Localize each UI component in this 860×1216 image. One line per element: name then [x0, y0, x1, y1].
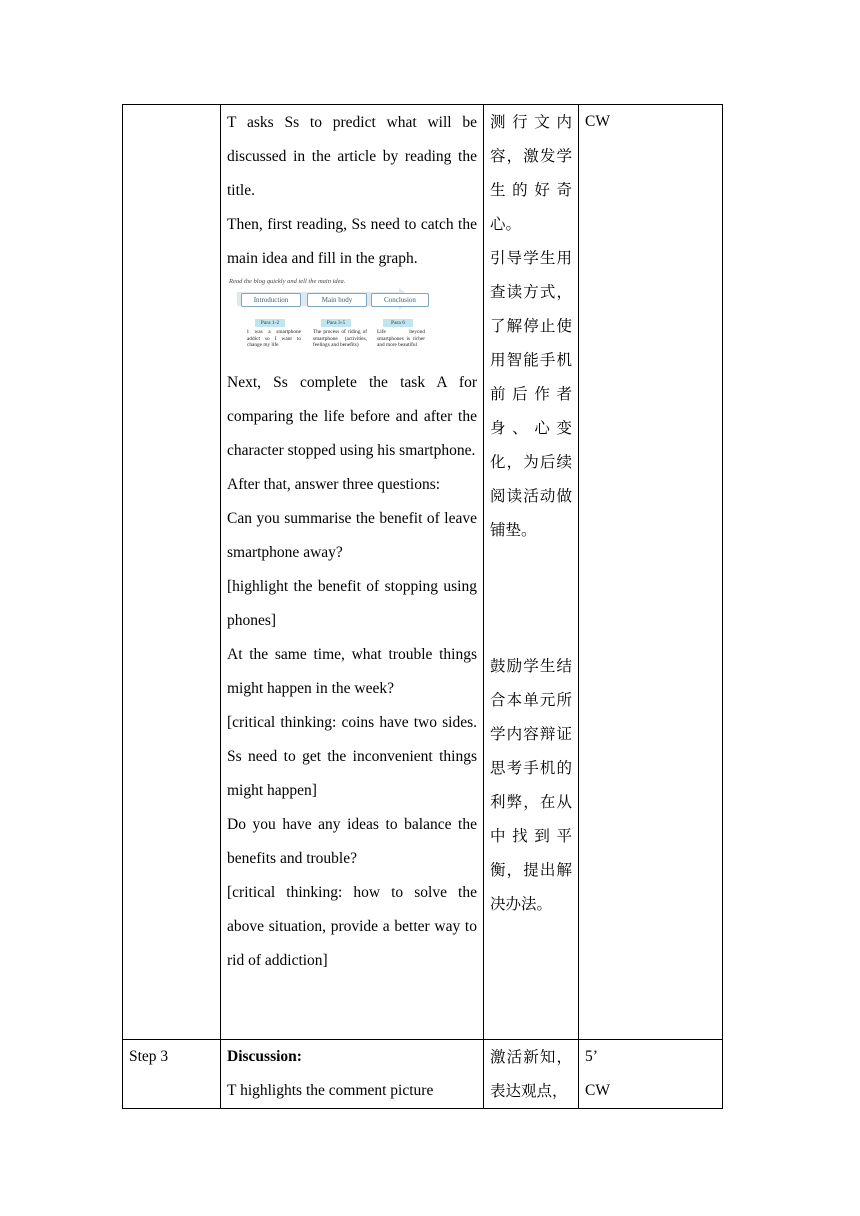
purpose-cell [484, 105, 579, 1040]
graph-desc: Life beyond smartphones is richer and more beautiful [377, 329, 425, 348]
activity-text: Then, first reading, Ss need to catch the main idea and fill in the graph. [227, 216, 477, 267]
activity-text: T highlights the comment picture [227, 1082, 434, 1099]
step-cell: Step 3 [123, 1040, 221, 1109]
activity-text: [critical thinking: how to solve the above situation, provide a better way to rid of addiction] [227, 884, 477, 969]
graph-tag: Para 3-5 [321, 319, 351, 327]
activity-heading: Discussion: [227, 1048, 302, 1065]
graph-tag: Para 6 [383, 319, 413, 327]
activity-text: Next, Ss complete the task A for comparing the life before and after the character stopped using his smartphone. [227, 374, 477, 459]
activity-text: After that, answer three questions: [227, 476, 441, 493]
graph-box-introduction: Introduction [241, 293, 301, 307]
table-row [123, 1040, 723, 1109]
activity-cell [221, 105, 484, 1040]
spacer [490, 547, 572, 649]
purpose-text: 鼓励学生结合本单元所学内容辩证思考手机的利弊，在从中找到平衡，提出解决办法。 [490, 657, 572, 913]
purpose-text: 测行文内容，激发学生的好奇心。 [490, 113, 572, 233]
lesson-plan-table [122, 104, 723, 1109]
graph-box-conclusion: Conclusion [371, 293, 429, 307]
graph-title: Read the blog quickly and tell the main idea. [229, 278, 346, 285]
purpose-cell [484, 1040, 579, 1109]
graph-desc: I was a smartphone addict so I want to change my life [247, 329, 301, 348]
activity-text: T asks Ss to predict what will be discussed in the article by reading the title. [227, 114, 477, 199]
activity-text: Do you have any ideas to balance the benefits and trouble? [227, 816, 477, 867]
mode-text: CW [585, 1082, 610, 1099]
purpose-text: 引导学生用查读方式，了解停止使用智能手机前后作者身、心变化，为后续阅读活动做铺垫。 [490, 249, 572, 539]
main-idea-graph [227, 278, 427, 360]
time-mode-cell [579, 1040, 723, 1109]
purpose-text: 激活新知，表达观点， [490, 1048, 572, 1100]
activity-text: At the same time, what trouble things might happen in the week? [227, 646, 477, 697]
table-row [123, 105, 723, 1040]
activity-text: [critical thinking: coins have two sides. Ss need to get the inconvenient things might happen] [227, 714, 477, 799]
mode-cell: CW [579, 105, 723, 1040]
activity-text: [highlight the benefit of stopping using phones] [227, 578, 477, 629]
time-text: 5’ [585, 1048, 598, 1065]
graph-box-main-body: Main body [307, 293, 367, 307]
activity-text: Can you summarise the benefit of leave smartphone away? [227, 510, 477, 561]
activity-cell [221, 1040, 484, 1109]
step-cell [123, 105, 221, 1040]
graph-desc: The process of riding of smartphone (activities, feelings and benefits) [313, 329, 367, 348]
graph-tag: Para 1-2 [255, 319, 285, 327]
